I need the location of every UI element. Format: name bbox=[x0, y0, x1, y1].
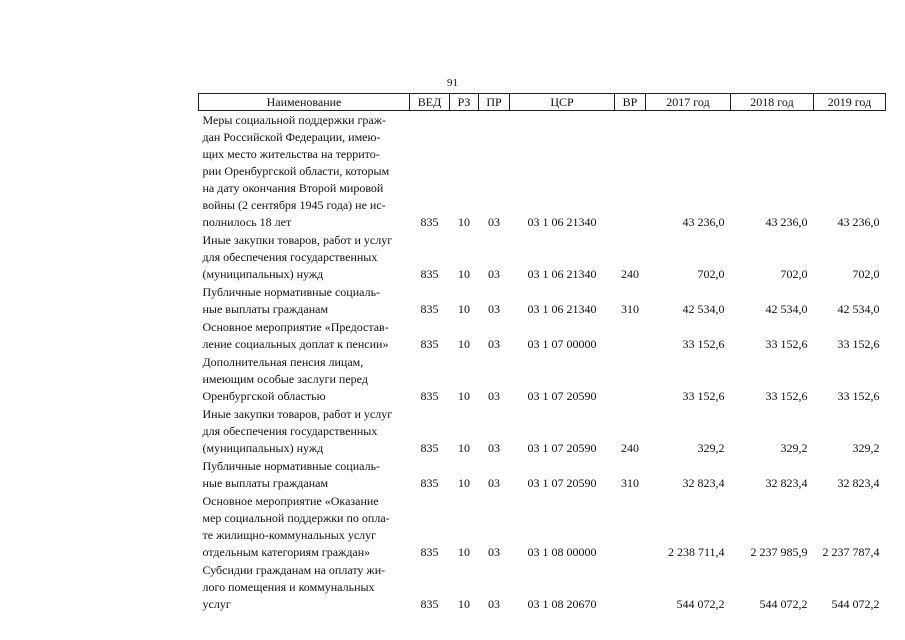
row-csr: 03 1 06 21340 bbox=[527, 215, 597, 229]
row-2018: 544 072,2 bbox=[759, 597, 808, 611]
row-pr: 03 bbox=[488, 441, 500, 455]
row-rz: 10 bbox=[458, 441, 470, 455]
row-ved: 835 bbox=[420, 215, 439, 229]
row-pr: 03 bbox=[488, 476, 500, 490]
header-vr: ВР bbox=[615, 94, 646, 111]
row-2018: 33 152,6 bbox=[765, 337, 808, 351]
table-row bbox=[199, 561, 886, 613]
table-row bbox=[199, 492, 886, 561]
row-2017: 329,2 bbox=[697, 441, 725, 455]
row-2017: 32 823,4 bbox=[682, 476, 725, 490]
row-csr: 03 1 07 20590 bbox=[527, 441, 597, 455]
table-row bbox=[199, 111, 886, 232]
row-ved: 835 bbox=[420, 389, 439, 403]
row-name: Дополнительная пенсия лицам, имеющим особые заслуги перед Оренбургской областью bbox=[202, 355, 368, 403]
row-csr: 03 1 07 20590 bbox=[527, 476, 597, 490]
row-csr: 03 1 06 21340 bbox=[527, 302, 597, 316]
row-pr: 03 bbox=[488, 337, 500, 351]
row-vr: 310 bbox=[621, 476, 639, 490]
row-pr: 03 bbox=[488, 302, 500, 316]
row-vr: 240 bbox=[621, 267, 639, 281]
row-name: Иные закупки товаров, работ и услуг для обеспечения государственных (муниципальных) нужд bbox=[202, 233, 393, 281]
row-rz: 10 bbox=[458, 267, 470, 281]
row-rz: 10 bbox=[458, 302, 470, 316]
row-name: Публичные нормативные социаль- ные выплаты гражданам bbox=[202, 459, 381, 490]
row-ved: 835 bbox=[420, 597, 439, 611]
row-2017: 544 072,2 bbox=[676, 597, 725, 611]
table-row bbox=[199, 318, 886, 353]
row-ved: 835 bbox=[420, 476, 439, 490]
row-csr: 03 1 07 00000 bbox=[527, 337, 597, 351]
row-2019: 42 534,0 bbox=[837, 302, 880, 316]
table-row bbox=[199, 457, 886, 492]
row-2017: 33 152,6 bbox=[682, 389, 725, 403]
row-2017: 33 152,6 bbox=[682, 337, 725, 351]
row-name: Иные закупки товаров, работ и услуг для обеспечения государственных (муниципальных) нужд bbox=[202, 407, 393, 455]
table-row bbox=[199, 283, 886, 318]
budget-table bbox=[198, 93, 886, 613]
table-body bbox=[199, 111, 886, 614]
row-csr: 03 1 08 20670 bbox=[527, 597, 597, 611]
header-rz: РЗ bbox=[450, 94, 479, 111]
row-vr bbox=[615, 561, 646, 613]
row-vr: 310 bbox=[621, 302, 639, 316]
row-rz: 10 bbox=[458, 545, 470, 559]
header-name: Наименование bbox=[199, 94, 410, 111]
row-vr bbox=[615, 353, 646, 405]
row-name: Основное мероприятие «Оказание мер социальной поддержки по опла- те жилищно-коммунальных услуг отдельным категориям граждан» bbox=[202, 494, 390, 559]
row-2018: 32 823,4 bbox=[765, 476, 808, 490]
row-rz: 10 bbox=[458, 337, 470, 351]
row-pr: 03 bbox=[488, 389, 500, 403]
table-row bbox=[199, 353, 886, 405]
row-2019: 702,0 bbox=[852, 267, 880, 281]
row-ved: 835 bbox=[420, 337, 439, 351]
table-header bbox=[199, 94, 886, 111]
header-2019: 2019 год bbox=[814, 94, 886, 111]
header-csr: ЦСР bbox=[510, 94, 615, 111]
row-ved: 835 bbox=[420, 441, 439, 455]
header-pr: ПР bbox=[479, 94, 510, 111]
row-name: Публичные нормативные социаль- ные выплаты гражданам bbox=[202, 285, 381, 316]
row-2018: 329,2 bbox=[780, 441, 808, 455]
row-vr: 240 bbox=[621, 441, 639, 455]
table-row bbox=[199, 405, 886, 457]
page-number: 91 bbox=[447, 77, 458, 89]
row-2018: 2 237 985,9 bbox=[750, 545, 808, 559]
row-2017: 42 534,0 bbox=[682, 302, 725, 316]
row-2019: 2 237 787,4 bbox=[822, 545, 880, 559]
row-2018: 702,0 bbox=[780, 267, 808, 281]
row-pr: 03 bbox=[488, 597, 500, 611]
row-vr bbox=[615, 111, 646, 232]
row-name: Основное мероприятие «Предостав- ление социальных доплат к пенсии» bbox=[202, 320, 389, 351]
row-rz: 10 bbox=[458, 597, 470, 611]
row-2017: 2 238 711,4 bbox=[667, 545, 725, 559]
row-2017: 702,0 bbox=[697, 267, 725, 281]
row-rz: 10 bbox=[458, 215, 470, 229]
row-csr: 03 1 08 00000 bbox=[527, 545, 597, 559]
row-pr: 03 bbox=[488, 545, 500, 559]
header-2017: 2017 год bbox=[646, 94, 731, 111]
row-csr: 03 1 06 21340 bbox=[527, 267, 597, 281]
row-2018: 33 152,6 bbox=[765, 389, 808, 403]
header-row bbox=[199, 94, 886, 111]
row-pr: 03 bbox=[488, 215, 500, 229]
header-ved: ВЕД bbox=[410, 94, 450, 111]
row-rz: 10 bbox=[458, 389, 470, 403]
row-2019: 33 152,6 bbox=[837, 337, 880, 351]
row-2019: 32 823,4 bbox=[837, 476, 880, 490]
table-row bbox=[199, 231, 886, 283]
row-ved: 835 bbox=[420, 545, 439, 559]
row-ved: 835 bbox=[420, 302, 439, 316]
row-pr: 03 bbox=[488, 267, 500, 281]
row-rz: 10 bbox=[458, 476, 470, 490]
row-2019: 33 152,6 bbox=[837, 389, 880, 403]
row-2017: 43 236,0 bbox=[682, 215, 725, 229]
row-name: Субсидии гражданам на оплату жи- лого помещения и коммунальных услуг bbox=[202, 563, 386, 611]
row-csr: 03 1 07 20590 bbox=[527, 389, 597, 403]
row-2019: 329,2 bbox=[852, 441, 880, 455]
row-ved: 835 bbox=[420, 267, 439, 281]
row-vr bbox=[615, 318, 646, 353]
row-vr bbox=[615, 492, 646, 561]
row-name: Меры социальной поддержки граж- дан Российской Федерации, имею- щих место жительства на террито- рии Оренбургской области, которым на дату окончания Второй мировой войны (2 сентября 1945 года) не ис- полнилось 18 лет bbox=[202, 113, 390, 229]
row-2018: 42 534,0 bbox=[765, 302, 808, 316]
row-2019: 544 072,2 bbox=[831, 597, 880, 611]
row-2019: 43 236,0 bbox=[837, 215, 880, 229]
row-2018: 43 236,0 bbox=[765, 215, 808, 229]
header-2018: 2018 год bbox=[731, 94, 814, 111]
